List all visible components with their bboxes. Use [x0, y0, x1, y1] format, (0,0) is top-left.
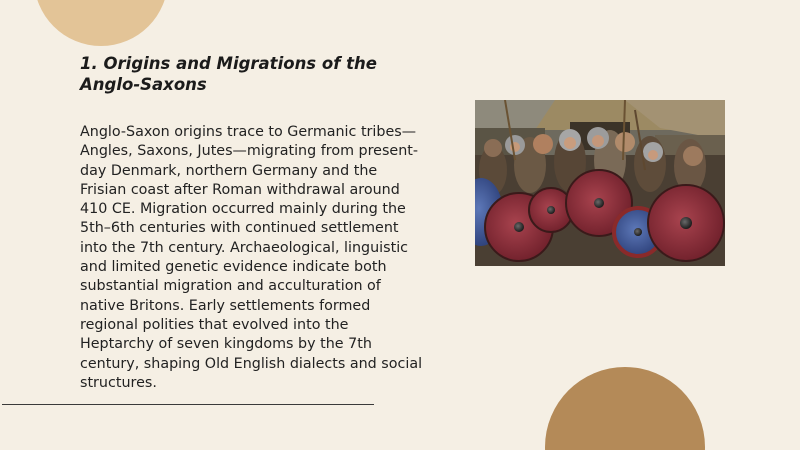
- reenactors-photo: [475, 100, 725, 266]
- decorative-circle-top: [34, 0, 168, 46]
- decorative-circle-bottom: [545, 367, 705, 450]
- slide-body-text: Anglo-Saxon origins trace to Germanic tribes—Angles, Saxons, Jutes—migrating from present-day Denmark, northern Germany and the Frisian coast after Roman withdrawal around 410 CE. Migration occurred mainly during the 5th–6th centuries with continued settlement into the 7th century. Archaeological, linguistic and limited genetic evidence indicate both substantial migration and acculturation of native Britons. Early settlements formed regional polities that evolved into the Heptarchy of seven kingdoms by the 7th century, shaping Old English dialects and social structures.: [80, 124, 423, 391]
- slide-title: 1. Origins and Migrations of the Anglo-Saxons: [80, 54, 377, 94]
- divider-line: [2, 404, 374, 405]
